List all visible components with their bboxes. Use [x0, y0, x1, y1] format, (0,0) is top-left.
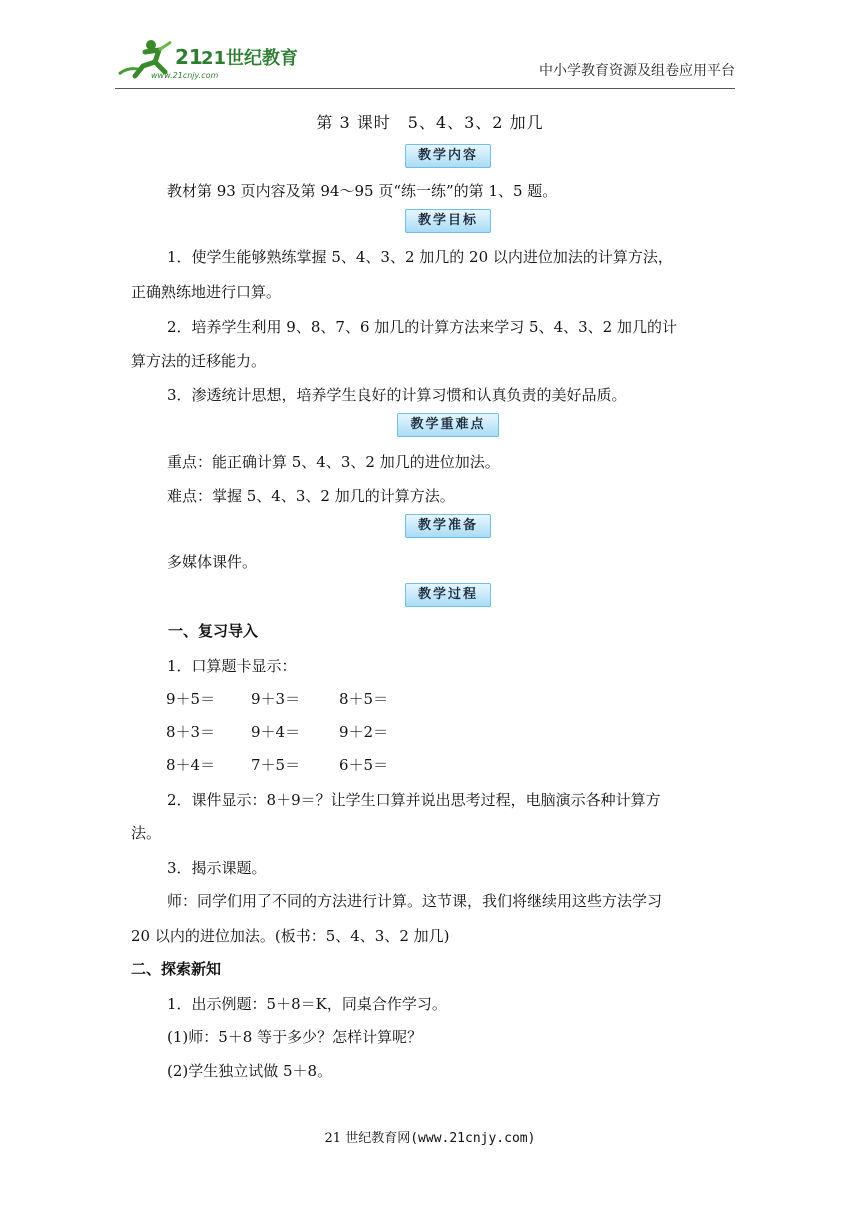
equation: 8＋5＝: [339, 690, 389, 708]
page-footer: [0, 1127, 860, 1146]
equation: 6＋5＝: [339, 756, 389, 774]
key-difficult: 难点：掌握 5、4、3、2 加几的计算方法。: [167, 487, 455, 505]
key-important: 重点：能正确计算 5、4、3、2 加几的进位加法。: [167, 453, 500, 471]
process-step-2-line-1: 2．课件显示：8＋9＝？让学生口算并说出思考过程，电脑演示各种计算方: [167, 791, 661, 809]
section-badge-content: 教学内容: [405, 144, 491, 168]
example-1-question: (1)师：5＋8 等于多少？怎样计算呢？: [167, 1028, 423, 1046]
goal-2-line-2: 算方法的迁移能力。: [131, 352, 267, 370]
example-1: 1．出示例题：5＋8＝K，同桌合作学习。: [167, 995, 447, 1013]
site-logo[interactable]: [115, 36, 299, 84]
svg-text:21世纪教育: 21世纪教育: [201, 48, 299, 69]
goal-3: 3．渗透统计思想，培养学生良好的计算习惯和认真负责的美好品质。: [167, 386, 627, 404]
process-step-2-line-2: 法。: [131, 824, 162, 842]
platform-name: 中小学教育资源及组卷应用平台: [539, 63, 735, 79]
header-divider: [115, 88, 735, 89]
teacher-line-2: 20 以内的进位加法。(板书：5、4、3、2 加几): [131, 927, 450, 945]
section-badge-key-points: 教学重难点: [397, 413, 499, 437]
equation: 9＋3＝: [251, 690, 301, 708]
process-part-1-heading: 一、复习导入: [168, 622, 259, 640]
process-step-1: 1．口算题卡显示：: [167, 657, 297, 675]
equation: 7＋5＝: [251, 756, 301, 774]
section-badge-goals: 教学目标: [405, 209, 491, 233]
content-text: 教材第 93 页内容及第 94～95 页“练一练”的第 1、5 题。: [167, 182, 558, 200]
svg-text:21: 21: [175, 45, 203, 69]
goal-2-line-1: 2．培养学生利用 9、8、7、6 加几的计算方法来学习 5、4、3、2 加几的计: [167, 318, 677, 336]
section-badge-prep: 教学准备: [405, 514, 491, 538]
teacher-line-1: 师：同学们用了不同的方法进行计算。这节课，我们将继续用这些方法学习: [167, 892, 663, 910]
equation: 9＋4＝: [251, 723, 301, 741]
process-part-2-heading: 二、探索新知: [131, 960, 222, 978]
equation: 8＋3＝: [166, 723, 216, 741]
goal-1-line-1: 1．使学生能够熟练掌握 5、4、3、2 加几的 20 以内进位加法的计算方法，: [167, 248, 673, 266]
example-1-practice: (2)学生独立试做 5＋8。: [167, 1062, 333, 1080]
process-step-3: 3．揭示课题。: [167, 859, 267, 877]
footer-site: 21 世纪教育网: [324, 1131, 411, 1146]
footer-url[interactable]: (www.21cnjy.com): [410, 1131, 536, 1146]
equation: 8＋4＝: [166, 756, 216, 774]
goal-1-line-2: 正确熟练地进行口算。: [131, 283, 282, 301]
lesson-title: 第 3 课时 5、4、3、2 加几: [316, 113, 544, 132]
equation: 9＋5＝: [166, 690, 216, 708]
prep-text: 多媒体课件。: [167, 553, 258, 571]
equation: 9＋2＝: [339, 723, 389, 741]
logo-url-text: www.21cnjy.com: [151, 71, 219, 80]
page-header: [115, 36, 735, 86]
section-badge-process: 教学过程: [405, 583, 491, 607]
